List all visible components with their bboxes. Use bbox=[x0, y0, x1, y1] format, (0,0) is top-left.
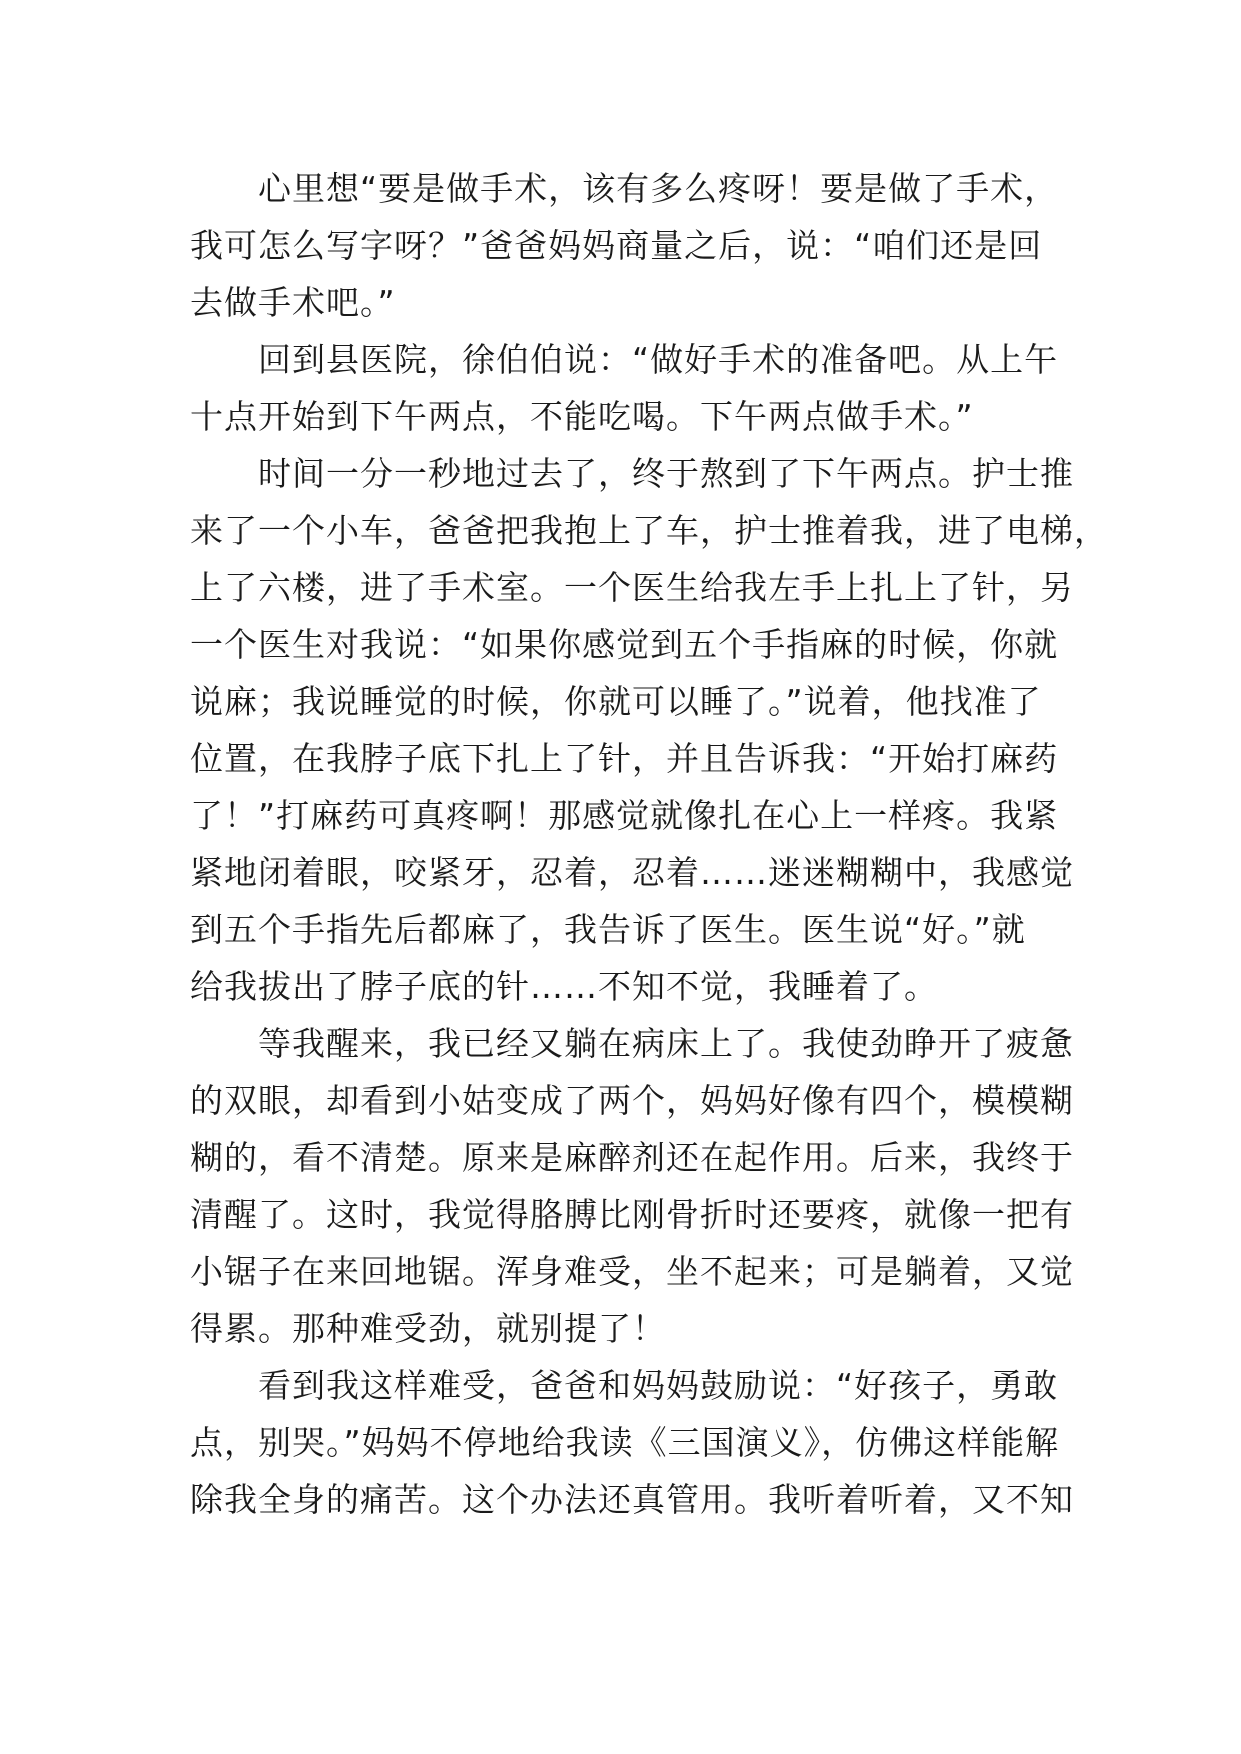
text-line: 的双眼，却看到小姑变成了两个，妈妈好像有四个，模模糊 bbox=[190, 1081, 1074, 1120]
text-line: 等我醒来，我已经又躺在病床上了。我使劲睁开了疲惫 bbox=[258, 1024, 1074, 1063]
text-line: 了！”打麻药可真疼啊！那感觉就像扎在心上一样疼。我紧 bbox=[190, 796, 1059, 835]
text-line: 到五个手指先后都麻了，我告诉了医生。医生说“好。”就 bbox=[190, 910, 1026, 949]
text-line: 说麻；我说睡觉的时候，你就可以睡了。”说着，他找准了 bbox=[190, 682, 1042, 721]
text-line: 给我拔出了脖子底的针……不知不觉，我睡着了。 bbox=[190, 967, 938, 1006]
text-line: 心里想“要是做手术，该有多么疼呀！要是做了手术， bbox=[258, 169, 1059, 208]
text-line: 位置，在我脖子底下扎上了针，并且告诉我：“开始打麻药 bbox=[190, 739, 1059, 778]
text-line: 上了六楼，进了手术室。一个医生给我左手上扎上了针，另 bbox=[190, 568, 1074, 607]
text-line: 一个医生对我说：“如果你感觉到五个手指麻的时候，你就 bbox=[190, 625, 1059, 664]
document-body bbox=[190, 160, 1108, 1528]
text-line: 点，别哭。”妈妈不停地给我读《三国演义》，仿佛这样能解 bbox=[190, 1423, 1060, 1462]
text-line: 得累。那种难受劲，就别提了！ bbox=[190, 1309, 666, 1348]
text-line: 回到县医院，徐伯伯说：“做好手术的准备吧。从上午 bbox=[258, 340, 1059, 379]
text-line: 去做手术吧。” bbox=[190, 283, 396, 322]
text-line: 我可怎么写字呀？”爸爸妈妈商量之后，说：“咱们还是回 bbox=[190, 226, 1043, 265]
text-line: 糊的，看不清楚。原来是麻醉剂还在起作用。后来，我终于 bbox=[190, 1138, 1074, 1177]
text-line: 清醒了。这时，我觉得胳膊比刚骨折时还要疼，就像一把有 bbox=[190, 1195, 1074, 1234]
text-line: 小锯子在来回地锯。浑身难受，坐不起来；可是躺着，又觉 bbox=[190, 1252, 1074, 1291]
text-line: 紧地闭着眼，咬紧牙，忍着，忍着……迷迷糊糊中，我感觉 bbox=[190, 853, 1074, 892]
text-line: 除我全身的痛苦。这个办法还真管用。我听着听着，又不知 bbox=[190, 1480, 1074, 1519]
text-line: 来了一个小车，爸爸把我抱上了车，护士推着我，进了电梯， bbox=[190, 511, 1108, 550]
text-line: 时间一分一秒地过去了，终于熬到了下午两点。护士推 bbox=[258, 454, 1074, 493]
text-line: 看到我这样难受，爸爸和妈妈鼓励说：“好孩子，勇敢 bbox=[258, 1366, 1059, 1405]
text-line: 十点开始到下午两点，不能吃喝。下午两点做手术。” bbox=[190, 397, 974, 436]
